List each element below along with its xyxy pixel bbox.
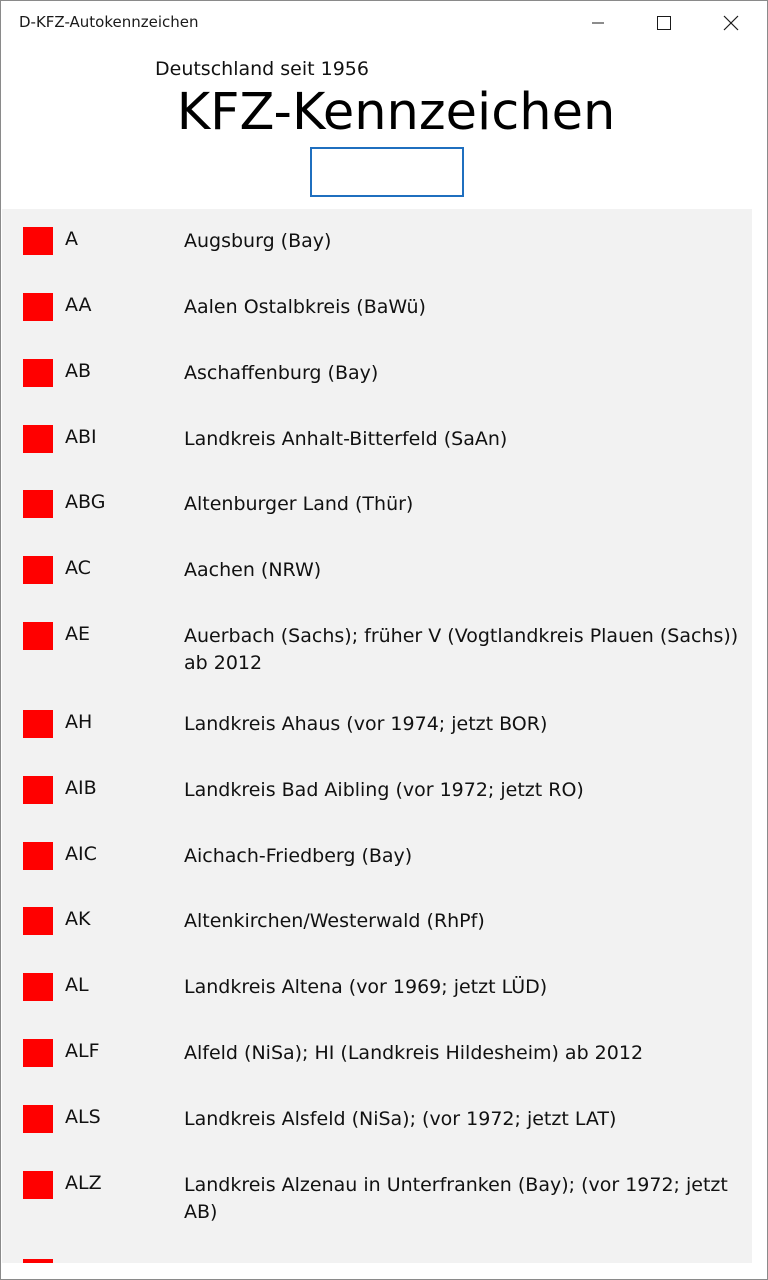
window-title: D-KFZ-Autokennzeichen (19, 13, 199, 31)
list-item-description: Aichach-Friedberg (Bay) (184, 845, 413, 867)
list-item-code: ALZ (65, 1172, 102, 1194)
list-item-code: AK (65, 908, 91, 930)
list-item-description: Landkreis Bad Aibling (vor 1972; jetzt RO) (184, 779, 584, 801)
list-item-code: AL (65, 974, 89, 996)
list-item-swatch (23, 622, 53, 650)
subtitle: Deutschland seit 1956 (155, 58, 369, 80)
close-button[interactable] (698, 1, 764, 45)
list-item-description: Altenkirchen/Westerwald (RhPf) (184, 910, 485, 932)
minimize-icon (591, 16, 605, 30)
list-item-description: Landkreis Alzenau in Unterfranken (Bay); (vor 1972; jetzt AB) (184, 1174, 728, 1223)
list-item-code: AA (65, 294, 92, 316)
list-item-swatch (23, 907, 53, 935)
page-title: KFZ-Kennzeichen (176, 83, 616, 142)
list-item-description: Aalen Ostalbkreis (BaWü) (184, 296, 426, 318)
list-item-code: ABI (65, 426, 97, 448)
list-item-code: AC (65, 557, 91, 579)
maximize-icon (657, 16, 671, 30)
list-item-code: AIB (65, 777, 97, 799)
list-item-description: Altenburger Land (Thür) (184, 493, 414, 515)
list-item-description: Aachen (NRW) (184, 559, 322, 581)
list-item-code: ALF (65, 1040, 100, 1062)
list-item-swatch (23, 556, 53, 584)
list-item-description: Augsburg (Bay) (184, 230, 332, 252)
list-item-code: ABG (65, 491, 106, 513)
list-item-swatch (23, 227, 53, 255)
list-item-swatch (23, 710, 53, 738)
list-item-description: Landkreis Ahaus (vor 1974; jetzt BOR) (184, 713, 548, 735)
list-item-code: AB (65, 360, 92, 382)
list-item-swatch (23, 1171, 53, 1199)
list-item-swatch (23, 842, 53, 870)
title-bar[interactable] (1, 1, 767, 45)
list-item-code: AH (65, 711, 93, 733)
list-item-swatch (23, 293, 53, 321)
list-item-description: Landkreis Alsfeld (NiSa); (vor 1972; jetzt LAT) (184, 1108, 617, 1130)
plate-list[interactable] (2, 209, 752, 1263)
list-item-swatch (23, 1039, 53, 1067)
maximize-button[interactable] (631, 1, 697, 45)
list-item-description: Alfeld (NiSa); HI (Landkreis Hildesheim) ab 2012 (184, 1042, 644, 1064)
list-item-code: A (65, 228, 78, 250)
list-item-description: Aschaffenburg (Bay) (184, 362, 379, 384)
list-item-swatch-partial (23, 1259, 53, 1263)
list-item-description: Landkreis Altena (vor 1969; jetzt LÜD) (184, 976, 548, 998)
list-item-code: AIC (65, 843, 97, 865)
list-item-swatch (23, 490, 53, 518)
list-item-description: Auerbach (Sachs); früher V (Vogtlandkreis Plauen (Sachs)) ab 2012 (184, 625, 739, 674)
minimize-button[interactable] (565, 1, 631, 45)
list-item-swatch (23, 359, 53, 387)
list-item-swatch (23, 776, 53, 804)
list-item-swatch (23, 973, 53, 1001)
list-item-swatch (23, 1105, 53, 1133)
list-item-code: AE (65, 623, 91, 645)
close-icon (723, 15, 739, 31)
search-input[interactable] (310, 147, 464, 197)
list-item-description: Landkreis Anhalt-Bitterfeld (SaAn) (184, 428, 508, 450)
list-item-code: ALS (65, 1106, 101, 1128)
list-item-swatch (23, 425, 53, 453)
